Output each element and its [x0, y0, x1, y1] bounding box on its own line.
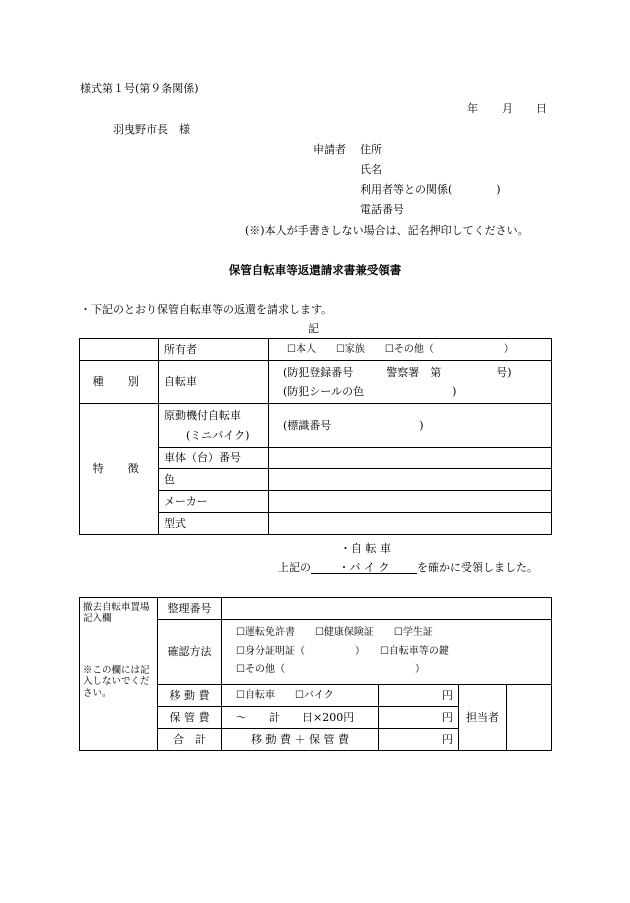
moped-row	[80, 404, 552, 448]
applicant-name: 氏名	[360, 163, 382, 176]
receipt-prefix: 上記の	[278, 561, 311, 574]
move-options[interactable]: ☐自転車 ☐バイク	[222, 685, 379, 707]
model-label: 型式	[159, 513, 269, 535]
ki-mark: 記	[308, 322, 319, 335]
model-value[interactable]	[269, 513, 552, 535]
owner-row	[80, 339, 552, 361]
moped-plate[interactable]: (標識番号 )	[269, 404, 552, 448]
storage-label: 保 管 費	[158, 707, 222, 729]
moped-sub: (ミニバイク)	[186, 428, 250, 442]
storage-formula[interactable]: ～ 計 日×200円	[222, 707, 379, 729]
applicant-relation: 利用者等との関係( )	[360, 183, 501, 196]
total-formula: 移 動 費 ＋ 保 管 費	[222, 729, 379, 751]
frame-value[interactable]	[269, 448, 552, 469]
addressee: 羽曳野市長 様	[113, 123, 190, 136]
type-row	[80, 361, 552, 404]
ref-row	[80, 598, 552, 620]
section-label: 撤去自転車置場記入欄	[83, 602, 150, 625]
confirm-row3[interactable]: ☐その他（ ）	[236, 664, 425, 676]
type-label: 種 別	[80, 361, 159, 404]
confirm-options[interactable]	[222, 620, 552, 685]
section-label-cell	[80, 598, 158, 751]
staff-label: 担当者	[459, 685, 507, 751]
confirm-row2[interactable]: ☐身分証明証（ ） ☐自転車等の鍵	[236, 645, 449, 657]
color-value[interactable]	[269, 469, 552, 491]
move-yen[interactable]: 円	[379, 685, 459, 707]
owner-options[interactable]: ☐本人 ☐家族 ☐その他（ ）	[269, 339, 552, 361]
form-number: 様式第１号(第９条関係)	[80, 82, 199, 95]
receipt-bike: ・バ イ ク	[311, 562, 417, 574]
total-yen[interactable]: 円	[379, 729, 459, 751]
storage-yen[interactable]: 円	[379, 707, 459, 729]
date-year: 年	[467, 102, 478, 115]
section-note: ※この欄には記入しないでください。	[83, 664, 150, 699]
bicycle-info-table	[79, 338, 552, 535]
maker-label: メーカー	[159, 491, 269, 513]
date-month: 月	[502, 102, 513, 115]
ref-value[interactable]	[222, 598, 552, 620]
receipt-suffix: を確かに受領しました。	[417, 561, 538, 574]
color-label: 色	[159, 469, 269, 491]
staff-value[interactable]	[507, 685, 552, 751]
frame-label: 車体（台）番号	[159, 448, 269, 469]
features-label: 特 徴	[80, 404, 159, 535]
bicycle-reg[interactable]: (防犯登録番号 警察署 第 号)	[283, 365, 512, 379]
applicant-address: 住所	[360, 143, 382, 156]
date-day: 日	[536, 102, 547, 115]
bicycle-seal[interactable]: (防犯シールの色 )	[283, 385, 457, 398]
applicant-phone: 電話番号	[360, 203, 404, 216]
move-label: 移 動 費	[158, 685, 222, 707]
receipt-bicycle: ・自 転 車	[340, 542, 391, 555]
ref-label: 整理番号	[158, 598, 222, 620]
moped-label: 原動機付自転車	[164, 409, 241, 423]
bicycle-details[interactable]	[269, 361, 552, 404]
maker-value[interactable]	[269, 491, 552, 513]
confirm-row1[interactable]: ☐運転免許書 ☐健康保険証 ☐学生証	[236, 627, 433, 639]
moped-label-cell	[159, 404, 269, 448]
office-use-table	[79, 597, 552, 751]
applicant-note: (※)本人が手書きしない場合は、記名押印してください。	[245, 224, 529, 237]
bicycle-label: 自転車	[159, 361, 269, 404]
empty-cell	[80, 339, 159, 361]
confirm-label: 確認方法	[158, 620, 222, 685]
document-title: 保管自転車等返還請求書兼受領書	[228, 263, 402, 277]
receipt-line	[278, 562, 538, 574]
applicant-label: 申請者	[313, 143, 346, 156]
request-text: ・下記のとおり保管自転車等の返還を請求します。	[80, 303, 333, 316]
owner-label: 所有者	[159, 339, 269, 361]
total-label: 合 計	[158, 729, 222, 751]
